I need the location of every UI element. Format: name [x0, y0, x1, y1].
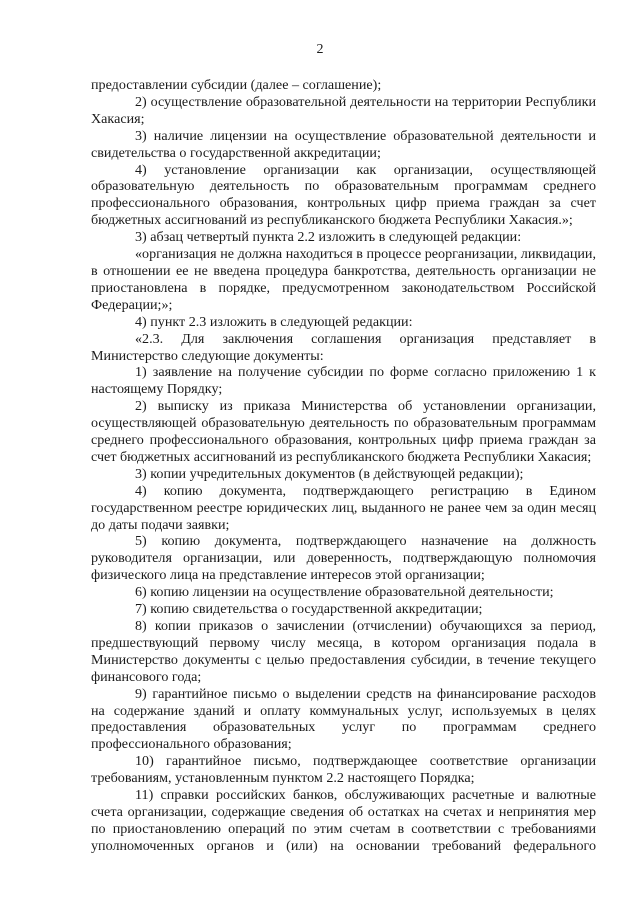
paragraph: 5) копию документа, подтверждающего назначение на должность руководителя организации, или доверенность, подтверждающую полномочия физического лица на представление интересов этой организации; — [91, 533, 596, 584]
paragraph: 3) абзац четвертый пункта 2.2 изложить в следующей редакции: — [135, 229, 522, 246]
paragraph: 4) пункт 2.3 изложить в следующей редакции: — [135, 313, 413, 330]
paragraph: 9) гарантийное письмо о выделении средств на финансирование расходов на содержание зданий и оплату коммунальных услуг, используемых в целях предоставления образовательных услуг по программам среднего профессионального образования; — [91, 685, 596, 753]
paragraph: 2) осуществление образовательной деятельности на территории Республики Хакасия; — [91, 93, 596, 127]
paragraph: предоставлении субсидии (далее – соглашение); — [91, 77, 382, 93]
paragraph: 7) копию свидетельства о государственной аккредитации; — [135, 601, 483, 618]
paragraph: 2) выписку из приказа Министерства об установлении организации, осуществляющей образовательную деятельность по образовательным программам среднего профессионального образования, контрольных цифр приема граждан за счет бюджетных ассигнований из республиканского бюджета Республики Хакасия; — [91, 398, 596, 465]
paragraph: «2.3. Для заключения соглашения организация представляет в Министерство следующие документы: — [91, 330, 596, 364]
paragraph: 11) справки российских банков, обслуживающих расчетные и валютные счета организации, содержащие сведения об остатках на счетах и непринятия мер по приостановлению операций по этим счетам в соответствии с требованиями уполномоченных органов и (или) на основании требований федерального — [91, 787, 596, 854]
paragraph: 8) копии приказов о зачислении (отчислении) обучающихся за период, предшествующий первому числу месяца, в котором организация подала в Министерство документы с целью предоставления субсидии, в течение текущего финансового года; — [91, 618, 596, 685]
paragraph: 10) гарантийное письмо, подтверждающее соответствие организации требованиям, установленным пунктом 2.2 настоящего Порядка; — [91, 753, 596, 787]
paragraph: 1) заявление на получение субсидии по форме согласно приложению 1 к настоящему Порядку; — [91, 364, 596, 398]
paragraph: 4) установление организации как организации, осуществляющей образовательную деятельность по образовательным программам среднего профессионального образования, контрольных цифр приема граждан за счет бюджетных ассигнований из республиканского бюджета Республики Хакасия.»; — [91, 161, 596, 229]
document-body — [91, 77, 596, 855]
paragraph: 4) копию документа, подтверждающего регистрацию в Едином государственном реестре юридических лиц, выданного не ранее чем за один месяц до даты подачи заявки; — [91, 482, 596, 533]
paragraph: 3) копии учредительных документов (в действующей редакции); — [135, 465, 524, 482]
paragraph: 3) наличие лицензии на осуществление образовательной деятельности и свидетельства о государственной аккредитации; — [91, 127, 596, 161]
paragraph: «организация не должна находиться в процессе реорганизации, ликвидации, в отношении ее не введена процедура банкротства, деятельность организации не приостановлена в порядке, предусмотренном законодательством Российской Федерации;»; — [91, 246, 596, 313]
page-number: 2 — [316, 42, 324, 57]
paragraph: 6) копию лицензии на осуществление образовательной деятельности; — [135, 584, 554, 601]
